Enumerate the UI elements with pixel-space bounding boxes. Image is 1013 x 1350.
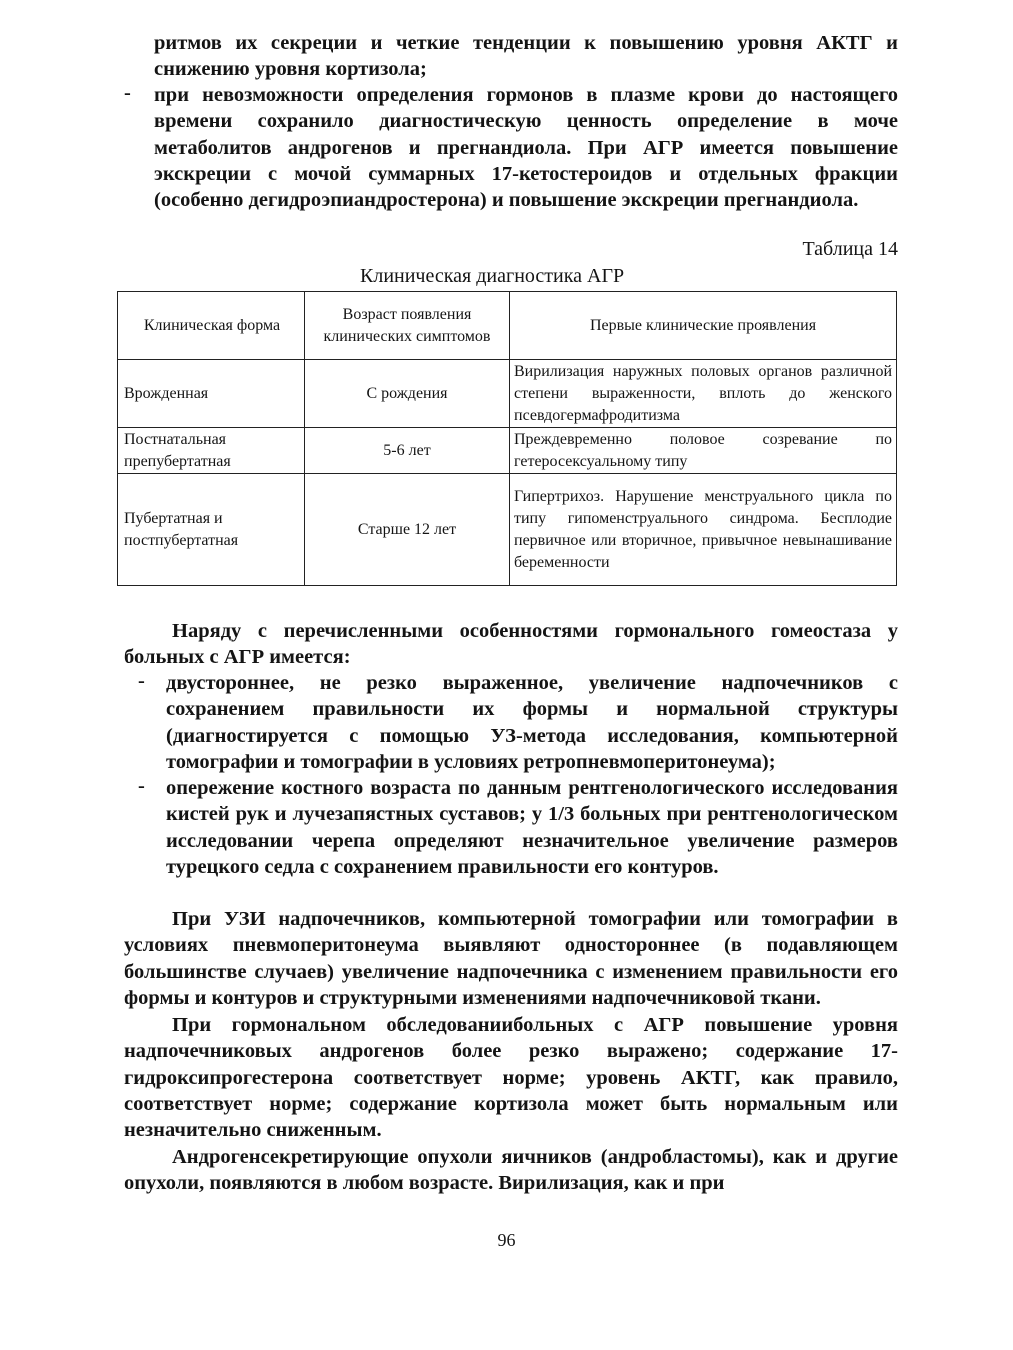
header-onset-age: Возраст появления клинических симптомов <box>305 292 510 360</box>
table-row <box>118 474 897 586</box>
bullet-dash: - <box>138 670 145 692</box>
bullet-hormones-urine: при невозможности определения гормонов в плазме крови до настоящего времени сохранило диагностическую ценность определение в моче метаболитов андрогенов и прегнандиола. При АГР имеется повышение экскреции с мочой суммарных 17-кетостероидов и отдельных фракции (особенно дегидроэпиандростерона) и повышение экскреции прегнандиола. <box>154 84 898 212</box>
table-cell: С рождения <box>305 360 510 428</box>
table-cell: Старше 12 лет <box>305 474 510 586</box>
header-clinical-form: Клиническая форма <box>118 292 305 360</box>
paragraph-tumors: Андрогенсекретирующие опухоли яичников (андробластомы), как и другие опухоли, появляются в любом возрасте. Вирилизация, как и при <box>124 1146 898 1195</box>
table-cell: Врожденная <box>118 360 305 428</box>
table-row <box>118 360 897 428</box>
table-header-row <box>118 292 897 360</box>
table-cell: 5-6 лет <box>305 428 510 474</box>
table-cell: Гипертрихоз. Нарушение менструального цикла по типу гипоменструального синдрома. Бесплодие первичное или вторичное, привычное невынашивание беременности <box>510 474 897 586</box>
table-cell: Пубертатная и постпубертатная <box>118 474 305 586</box>
header-first-manifestations: Первые клинические проявления <box>510 292 897 360</box>
table-cell: Вирилизация наружных половых органов различной степени выраженности, вплоть до женского псевдогермафродитизма <box>510 360 897 428</box>
bullet-dash: - <box>138 775 145 797</box>
paragraph-hormonal: При гормональном обследованиибольных с АГР повышение уровня надпочечниковых андрогенов более резко выражено; содержание 17-гидроксипрогестерона соответствует норме; уровень АКТГ, как правило, соответствует норме; содержание кортизола может быть нормальным или незначительно сниженным. <box>124 1014 898 1142</box>
table-cell: Преждевременно половое созревание по гетеросексуальному типу <box>510 428 897 474</box>
page-number: 96 <box>497 1230 516 1250</box>
table-label: Таблица 14 <box>802 238 898 260</box>
bullet-bone-age: опережение костного возраста по данным рентгенологического исследования кистей рук и лучезапястных суставов; у 1/3 больных при рентгенологическом исследовании черепа определяют незначительное увеличение размеров турецкого седла с сохранением правильности его контуров. <box>166 777 898 878</box>
table-row <box>118 428 897 474</box>
bullet-adrenal-enlargement: двустороннее, не резко выраженное, увеличение надпочечников с сохранением правильности их формы и нормальной структуры (диагностируется с помощью УЗ-метода исследования, компьютерной томографии и томографии в условиях ретропневмоперитонеума); <box>166 672 898 773</box>
clinical-diagnostics-table <box>117 291 897 586</box>
table-title: Клиническая диагностика АГР <box>360 265 625 287</box>
paragraph-continuation: ритмов их секреции и четкие тенденции к повышению уровня АКТГ и снижению уровня кортизола; <box>154 32 898 81</box>
bullet-dash: - <box>124 82 131 104</box>
paragraph-intro: Наряду с перечисленными особенностями гормонального гомеостаза у больных с АГР имеется: <box>124 620 898 669</box>
table-cell: Постнатальная препубертатная <box>118 428 305 474</box>
paragraph-uzi: При УЗИ надпочечников, компьютерной томографии или томографии в условиях пневмоперитонеума выявляют одностороннее (в подавляющем большинстве случаев) увеличение надпочечника с изменением правильности его формы и контуров и структурными изменениями надпочечниковой ткани. <box>124 908 898 1009</box>
